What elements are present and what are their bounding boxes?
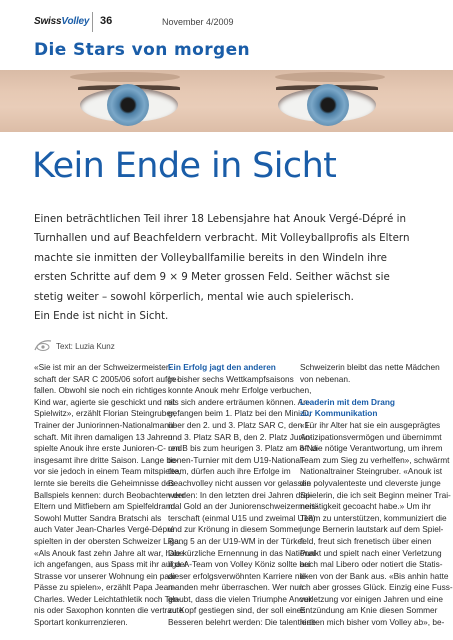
body-line: tiken von der Bank aus. «Bis anhin hatte	[300, 570, 449, 581]
body-line: gefangen beim 1. Platz bei den Mini-D,	[168, 408, 311, 419]
body-line: glaubt, dass die vielen Triumphe Anouk	[168, 593, 313, 604]
body-line: auch Vater Jean-Charles Vergé-Dépré	[34, 524, 175, 535]
lead-line: Ein Ende ist nicht in Sicht.	[34, 310, 169, 323]
lead-paragraph	[34, 210, 432, 326]
body-line: fallen. Obwohl sie noch ein richtiges	[34, 385, 167, 396]
right-iris	[307, 84, 349, 126]
paragraph-gap	[300, 385, 421, 397]
body-line: Team zu unterstützen, kommuniziert die	[300, 512, 447, 523]
body-column-3	[300, 362, 453, 629]
body-line: liga-A-Team von Volley Köniz sollte bei	[168, 559, 311, 570]
body-line: ich aber grosses Glück. Einzig eine Fuss-	[300, 582, 453, 593]
subheading: Leaderin mit dem Drang	[300, 396, 395, 407]
body-line: Sowohl Mutter Sandra Bratschi als	[34, 512, 162, 523]
subheading: Ein Erfolg jagt den anderen	[168, 362, 276, 372]
body-line: In bisher sechs Wettkampfsaisons	[168, 373, 294, 384]
body-line: «Als Anouk fast zehn Jahre alt war, habe	[34, 547, 184, 558]
body-line: Trainer der Juniorinnen-Nationalmann-	[34, 419, 177, 430]
body-line: Sportart konkurrenzieren.	[34, 617, 128, 628]
body-line: Pässe zu spielen», erzählt Papa Jean-	[34, 582, 176, 593]
camera-icon	[34, 339, 52, 353]
body-line: Eltern und Mitfiebern am Spielfeldrand.	[34, 501, 178, 512]
body-line: konnte Anouk mehr Erfolge verbuchen,	[168, 385, 312, 396]
body-line: «Sie ist mir an der Schweizermeister-	[34, 362, 172, 372]
lead-line: stetig weiter – sowohl körperlich, mental wie auch spielerisch.	[34, 290, 354, 303]
lead-line: Turnhallen und auf Beachfeldern verbracht. Mit Volleyballprofis als Eltern	[34, 232, 410, 245]
subheading: zur Kommunikation	[300, 408, 378, 419]
header-divider	[92, 12, 93, 32]
body-line: Team zum Sieg zu verhelfen», schwärmt	[300, 454, 450, 465]
body-line: insgesamt ihre dritte Saison. Lange be-	[34, 454, 179, 465]
body-line: verletzung vor einigen Jahren und eine	[300, 593, 443, 604]
body-line: Rang 5 an der U19-WM in der Türkei.	[168, 535, 307, 546]
logo-swiss: Swiss	[34, 16, 62, 27]
body-line: Spielwitz», erzählt Florian Steingruber,	[34, 408, 176, 419]
body-line: Charles. Weder Leichtathletik noch Ten-	[34, 593, 181, 604]
body-line: Schweizerin bleibt das nette Mädchen	[300, 362, 440, 372]
body-line: nertätigkeit gecoacht habe.» Um ihr	[300, 501, 431, 512]
body-line: terschaft (einmal U15 und zweimal U18)	[168, 512, 316, 523]
right-eye	[278, 88, 376, 122]
page-header	[34, 12, 434, 32]
body-line: ren B bis zum heurigen 3. Platz am 8-Na-	[168, 443, 321, 454]
body-line: Ballspiels kennen: durch Beobachten der	[34, 489, 185, 500]
body-line: die polyvalenteste und cleverste junge	[300, 477, 441, 488]
body-line: als sich andere erträumen können. An-	[168, 396, 311, 407]
body-line: werden: In den letzten drei Jahren drei-	[168, 489, 313, 500]
body-line: schaft der SAR C 2005/06 sofort aufge-	[34, 373, 180, 384]
body-line: Spielerin, die ich seit Beginn meiner Trai-	[300, 489, 451, 500]
body-line: auch mal Libero oder notiert die Statis-	[300, 559, 443, 570]
body-line: Beachvolley nicht aussen vor gelassen	[168, 477, 311, 488]
body-line: Strasse vor unserer Wohnung ein paar	[34, 570, 177, 581]
issue-date: November 4/2009	[162, 17, 234, 27]
body-line: dieser erfolgsverwöhnten Karriere nie-	[168, 570, 309, 581]
body-line: team, dürfen auch ihre Erfolge im	[168, 466, 291, 477]
body-line: Kind war, agierte sie geschickt und mit	[34, 396, 176, 407]
body-line: mal Gold an der Juniorenschweizermeis-	[168, 501, 319, 512]
left-iris	[107, 84, 149, 126]
body-line: und zur Krönung in diesem Sommer	[168, 524, 301, 535]
body-line: Punkt und spielt nach einer Verletzung	[300, 547, 442, 558]
left-brow	[70, 72, 180, 82]
body-column-1	[34, 362, 188, 629]
body-line: nis oder Saxophon konnten die vertraute	[34, 605, 184, 616]
body-line: zu Kopf gestiegen sind, der soll eines	[168, 605, 306, 616]
lead-line: ersten Schritte auf dem 9 × 9 Meter grossen Feld. Seither wächst sie	[34, 271, 390, 284]
body-line: Besseren belehrt werden: Die talentierte	[168, 617, 317, 628]
right-brow	[275, 72, 385, 82]
swissvolley-logo	[34, 16, 89, 27]
page-number: 36	[100, 15, 113, 27]
credit-text: Text: Luzia Kunz	[56, 342, 115, 351]
body-line: feld, freut sich frenetisch über einen	[300, 535, 432, 546]
logo-volley: Volley	[61, 16, 90, 27]
left-eye	[80, 88, 178, 122]
body-line: ich angefangen, aus Spass mit ihr auf der	[34, 559, 188, 570]
body-line: junge Bernerin lautstark auf dem Spiel-	[300, 524, 444, 535]
body-line: Entzündung am Knie diesen Sommer	[300, 605, 438, 616]
body-line: spielte Anouk ihre erste Junioren-C- und	[34, 443, 183, 454]
body-line: lernte sie bereits die Geheimnisse des	[34, 477, 175, 488]
body-line: spielten in der obersten Schweizer Liga.	[34, 535, 182, 546]
eyes-photo	[0, 70, 453, 132]
body-line: «Für ihr Alter hat sie ein ausgeprägtes	[300, 419, 441, 430]
body-line: schaft. Mit ihren damaligen 13 Jahren	[34, 431, 173, 442]
body-line: und 3. Platz SAR B, den 2. Platz Junio-	[168, 431, 313, 442]
lead-line: Einen beträchtlichen Teil ihrer 18 Lebensjahre hat Anouk Vergé-Dépré in	[34, 213, 406, 225]
body-column-2	[168, 362, 321, 629]
body-line: Die kürzliche Ernennung in das National-	[168, 547, 319, 558]
body-line: vor sie jedoch in einem Team mitspielte,	[34, 466, 181, 477]
body-line: Antizipationsvermögen und übernimmt	[300, 431, 442, 442]
headline: Kein Ende in Sicht	[32, 146, 337, 186]
body-line: Nationaltrainer Steingruber. «Anouk ist	[300, 466, 443, 477]
body-line: hielten mich bisher vom Volley ab», be-	[300, 617, 445, 628]
body-line: oft die nötige Verantwortung, um ihrem	[300, 443, 443, 454]
body-line: manden mehr überraschen. Wer nun	[168, 582, 304, 593]
body-line: tionen-Turnier mit dem U19-National-	[168, 454, 305, 465]
lead-line: machte sie inmitten der Volleyballfamilie bereits in den Windeln ihre	[34, 251, 387, 264]
section-kicker: Die Stars von morgen	[34, 40, 251, 60]
body-line: von nebenan.	[300, 373, 351, 384]
body-line: über den 2. und 3. Platz SAR C, den 1.	[168, 419, 312, 430]
